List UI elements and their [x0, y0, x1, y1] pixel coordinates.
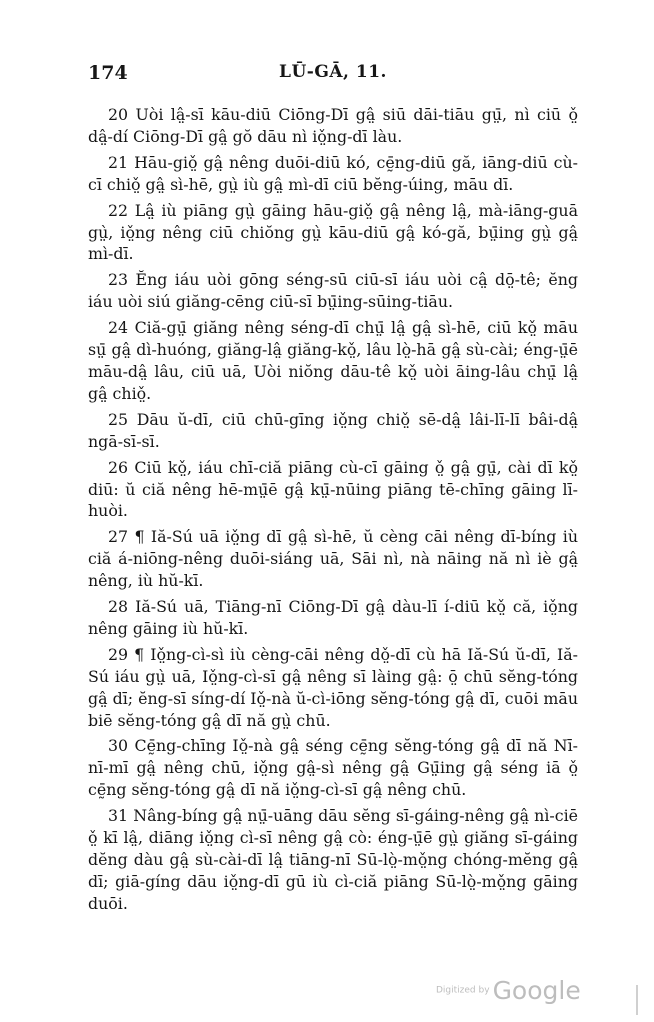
verse-text: Ĕng iáu uòi gōng séng-sū ciū-sī iáu uòi câ̤ dō̤-tê; ĕng iáu uòi siú giăng-cēng ciū-sī bṳ̄ing-sūing-tiāu. [88, 270, 578, 312]
verse-text: Dāu ŭ-dī, ciū chū-gīng iǒ̤ng chiǒ̤ sē-dâ̤ lâi-lī-lī bâi-dâ̤ ngā-sī-sī. [88, 409, 578, 451]
verse-31 [88, 805, 578, 915]
verse-number: 31 [108, 806, 129, 826]
watermark-caption: Digitized by [436, 985, 490, 996]
verse-number: 25 [108, 409, 129, 429]
verse-text: Lâ̤ iù piāng gṳ̀ gāing hāu-giǒ̤ gâ̤ nêng lâ̤, mà-iāng-guā gṳ̀, iǒ̤ng nêng ciū chiŏng gṳ̀ kāu-diū gâ̤ kó-gă, bṳ̄ing gṳ̀ gâ̤ mì-dī. [88, 200, 578, 264]
google-logo: Google [492, 976, 581, 1005]
verse-text: ¶ Iă-Sú uā iǒ̤ng dī gâ̤ sì-hē, ŭ cèng cāi nêng dī-bíng iù ciă á-niōng-nêng duōi-siáng uā, Sāi nì, nà nāing nă nì iè gâ̤ nêng, iù hŭ-kī. [88, 527, 578, 591]
verse-number: 22 [108, 200, 129, 220]
verse-text: Cḛ̄ng-chīng Iǒ̤-nà gâ̤ séng cḛ̄ng sĕng-tóng gâ̤ dī nă Nī-nī-mī gâ̤ nêng chū, iǒ̤ng gâ̤-sì nêng gâ̤ Gṳ̄ing gâ̤ séng iā ǒ̤ cḛ̄ng sĕng-tóng gâ̤ dī nă iǒ̤ng-cì-sī gâ̤ nêng chū. [88, 736, 578, 800]
verse-26 [88, 457, 578, 523]
verse-body [88, 104, 578, 919]
page-header [88, 62, 578, 90]
verse-28 [88, 596, 578, 640]
verse-number: 26 [108, 457, 129, 477]
verse-text: ¶ Iǒ̤ng-cì-sì iù cèng-cāi nêng dǒ̤-dī cù hā Iă-Sú ŭ-dī, Iă-Sú iáu gṳ̀ uā, Iǒ̤ng-cì-sī gâ̤ nêng sī làing gâ̤: ō̤ chū sĕng-tóng gâ̤ dī; ĕng-sī síng-dí Iǒ̤-nà ŭ-cì-iōng sĕng-tóng gâ̤ dī, cuōi māu biē sĕng-tóng gâ̤ dī nă gṳ̀ chū. [88, 644, 578, 730]
verse-text: Ciū kǒ̤, iáu chī-ciă piāng cù-cī gāing ǒ̤ gâ̤ gṳ̄, cài dī kǒ̤ diū: ŭ ciă nêng hē-mṳ̄ē gâ̤ kṳ̄-nūing piāng tē-chīng gāing lī-huòi. [88, 457, 578, 521]
digitized-watermark [436, 976, 581, 1005]
page-number: 174 [88, 62, 128, 84]
verse-29 [88, 644, 578, 732]
verse-text: Ciă-gṳ̄ giăng nêng séng-dī chṳ̄ lâ̤ gâ̤ sì-hē, ciū kǒ̤ māu sṳ̄ gâ̤ dì-huóng, giăng-lâ̤ giăng-kǒ̤, lâu lò̤-hā gâ̤ sù-cài; éng-ṳ̄ē māu-dâ̤ lâu, ciū uā, Uòi niŏng dāu-tê kǒ̤ uòi āing-lâu chṳ̄ lâ̤ gâ̤ chiǒ̤. [88, 318, 579, 403]
verse-number: 21 [108, 152, 129, 172]
verse-text: Uòi lâ̤-sī kāu-diū Ciōng-Dī gâ̤ siū dāi-tiāu gṳ̄, nì ciū ǒ̤ dâ̤-dí Ciōng-Dī gâ̤ gŏ dāu nì iǒ̤ng-dī làu. [88, 105, 579, 146]
verse-number: 24 [108, 318, 129, 338]
verse-text: Nâng-bíng gâ̤ nṳ̄-uāng dāu sĕng sī-gáing-nêng gâ̤ nì-ciē ǒ̤ kī lâ̤, diāng iǒ̤ng cì-sī nêng gâ̤ cò: éng-ṳ̄ē gṳ̀ giăng sī-gáing dĕng dàu gâ̤ sù-cài-dī lâ̤ tiāng-nī Sū-lò̤-mǒ̤ng chóng-mĕng gâ̤ dī; giā-gíng dāu iǒ̤ng-dī gū iù cì-ciă piāng Sū-lò̤-mǒ̤ng gāing duōi. [88, 806, 578, 913]
page-edge-mark [636, 985, 638, 1015]
verse-24 [88, 317, 578, 405]
verse-text: Iă-Sú uā, Tiāng-nī Ciōng-Dī gâ̤ dàu-lī í-diū kǒ̤ că, iǒ̤ng nêng gāing iù hŭ-kī. [88, 597, 578, 638]
running-title: LŪ-GĀ, 11. [279, 62, 387, 82]
verse-21 [88, 152, 578, 196]
verse-number: 30 [108, 736, 129, 756]
verse-30 [88, 735, 578, 801]
verse-number: 28 [108, 597, 129, 617]
verse-22 [88, 200, 578, 266]
verse-number: 20 [108, 105, 129, 124]
verse-25 [88, 409, 578, 453]
verse-20 [88, 104, 578, 148]
verse-23 [88, 269, 578, 313]
verse-number: 27 [108, 527, 129, 547]
verse-27 [88, 526, 578, 592]
verse-number: 23 [108, 270, 129, 290]
verse-number: 29 [108, 644, 129, 664]
verse-text: Hāu-giǒ̤ gâ̤ nêng duōi-diū kó, cḛ̄ng-diū gă, iāng-diū cù-cī chiǒ̤ gâ̤ sì-hē, gṳ̀ iù gâ̤ mì-dī ciū bĕng-úing, māu dī. [88, 152, 578, 194]
